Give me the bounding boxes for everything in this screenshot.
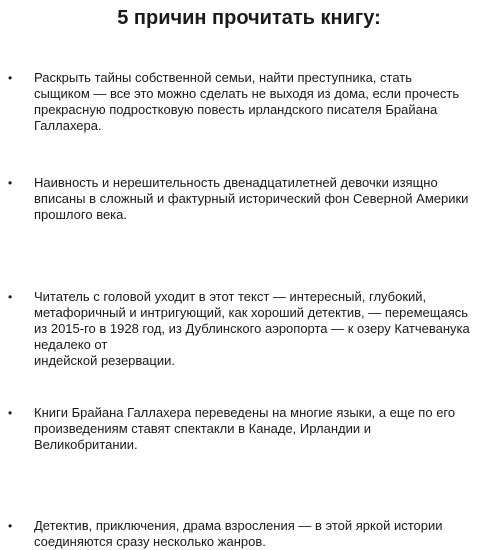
text-line: произведениям ставят спектакли в Канаде, Ирландии и <box>34 421 371 436</box>
text-line: Книги Брайана Галлахера переведены на многие языки, а еще по его <box>34 405 456 420</box>
bullet-icon: • <box>8 519 13 533</box>
page-title: 5 причин прочитать книгу: <box>117 7 381 29</box>
reason-text <box>34 518 474 550</box>
text-line: вписаны в сложный и фактурный исторический фон Северной Америки <box>34 191 469 206</box>
reason-text <box>34 289 474 369</box>
bullet-icon: • <box>8 176 13 190</box>
text-line: Читатель с головой уходит в этот текст — интересный, глубокий, <box>34 289 427 304</box>
text-line: Детектив, приключения, драма взросления — в этой яркой истории <box>34 518 443 533</box>
text-line: из 2015-го в 1928 год, из Дублинского аэропорта — к озеру Катчеванука <box>34 321 470 336</box>
text-line: прекрасную подростковую повесть ирландского писателя Брайана <box>34 102 438 117</box>
text-line: недалеко от <box>34 337 108 352</box>
reason-text <box>34 70 474 134</box>
text-line: Раскрыть тайны собственной семьи, найти преступника, стать <box>34 70 412 85</box>
text-line: прошлого века. <box>34 207 127 222</box>
text-line: метафоричный и интригующий, как хороший детектив, — перемещаясь <box>34 305 469 320</box>
bullet-icon: • <box>8 290 13 304</box>
text-line: соединяются сразу несколько жанров. <box>34 534 266 549</box>
text-line: Великобритании. <box>34 437 138 452</box>
bullet-icon: • <box>8 71 13 85</box>
reason-text <box>34 405 474 453</box>
text-line: Галлахера. <box>34 118 102 133</box>
reason-text <box>34 175 474 223</box>
bullet-icon: • <box>8 406 13 420</box>
text-line: индейской резервации. <box>34 353 175 368</box>
text-line: Наивность и нерешительность двенадцатилетней девочки изящно <box>34 175 438 190</box>
text-line: сыщиком — все это можно сделать не выходя из дома, если прочесть <box>34 86 460 101</box>
